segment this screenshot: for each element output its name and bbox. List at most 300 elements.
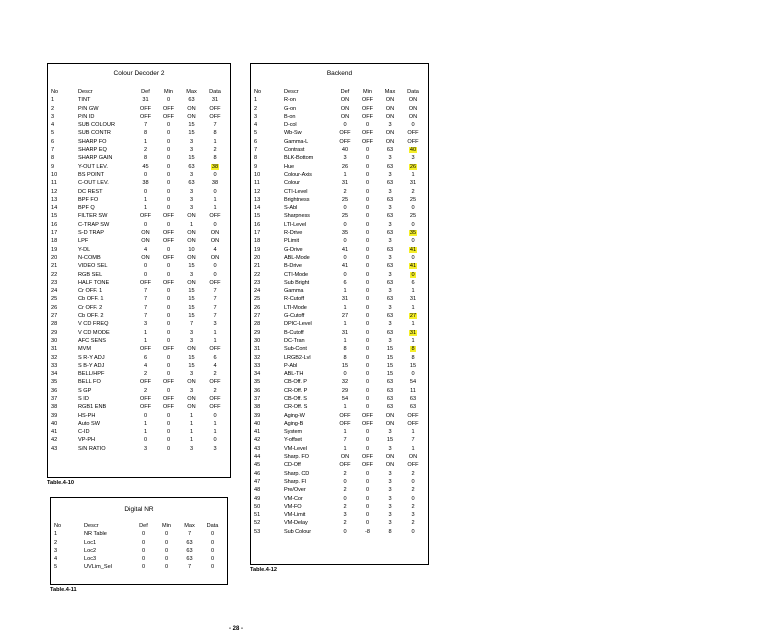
table-row <box>254 237 425 245</box>
cell-def: 41 <box>341 246 349 253</box>
cell-descr: UVLim_Sel <box>84 564 112 571</box>
cell-no: 13 <box>254 196 261 203</box>
cell-min: 0 <box>166 313 171 320</box>
table-row <box>51 420 227 428</box>
cell-data <box>203 163 227 171</box>
cell-no: 40 <box>254 420 261 427</box>
cell-data: 63 <box>409 404 417 411</box>
cell-data: 1 <box>411 337 415 344</box>
cell-descr: S/N RATIO <box>78 445 106 452</box>
cell-descr: S GP <box>78 387 92 394</box>
cell-def: 1 <box>143 420 148 427</box>
cell-descr: FILTER SW <box>78 213 108 220</box>
table-row <box>51 378 227 386</box>
cell-max: 63 <box>386 246 394 253</box>
cell-data: 1 <box>411 429 415 436</box>
cell-data: 3 <box>213 321 217 328</box>
cell-min: 0 <box>164 564 169 571</box>
cell-max: 3 <box>189 205 194 212</box>
cell-descr: VM-FO <box>284 503 302 510</box>
cell-descr: B-Drive <box>284 263 302 270</box>
cell-data: 1 <box>411 321 415 328</box>
cell-no: 32 <box>51 354 58 361</box>
cell-def: 0 <box>343 205 347 212</box>
cell-data: 0 <box>213 412 217 419</box>
cell-descr: CB-Off. P <box>284 379 307 386</box>
table-row <box>51 362 227 370</box>
cell-descr: Gamma <box>284 288 304 295</box>
cell-no: 9 <box>254 163 258 170</box>
cell-def: 1 <box>343 445 347 452</box>
cell-def: 0 <box>143 188 148 195</box>
cell-max: ON <box>385 97 395 104</box>
table-row <box>254 436 425 444</box>
table-row <box>51 196 227 204</box>
cell-min: 0 <box>365 271 370 278</box>
cell-min: 0 <box>166 271 171 278</box>
cell-min: 0 <box>166 304 171 311</box>
cell-min: 0 <box>365 387 370 394</box>
cell-no: 36 <box>254 387 261 394</box>
table-row <box>51 370 227 378</box>
cell-max: ON <box>385 138 395 145</box>
table-row <box>254 221 425 229</box>
cell-min: 0 <box>166 420 171 427</box>
cell-def: 7 <box>143 304 148 311</box>
cell-no: 24 <box>254 288 261 295</box>
cell-descr: Sharp. CD <box>284 470 310 477</box>
cell-descr: C-ID <box>78 429 90 436</box>
cell-no: 22 <box>254 271 261 278</box>
cell-descr: BPF Q <box>78 205 95 212</box>
cell-max: ON <box>385 420 395 427</box>
table-row <box>51 138 227 146</box>
cell-descr: LTI-Mode <box>284 304 307 311</box>
cell-max: ON <box>187 238 196 245</box>
cell-no: 2 <box>254 105 258 112</box>
cell-no: 2 <box>51 105 55 112</box>
cell-min: 0 <box>365 263 370 270</box>
cell-descr: D-col <box>284 122 297 129</box>
table-row <box>254 212 425 220</box>
cell-min: 0 <box>365 445 370 452</box>
column-header-def: Def <box>141 89 150 95</box>
column-header-max: Max <box>184 523 195 529</box>
table-row <box>51 436 227 444</box>
cell-def: ON <box>340 113 350 120</box>
cell-data: OFF <box>209 379 221 386</box>
cell-data: 31 <box>409 180 417 187</box>
cell-descr: G-Cutoff <box>284 313 305 320</box>
cell-def: 0 <box>141 531 146 538</box>
cell-descr: Loc1 <box>84 539 97 546</box>
cell-data: 0 <box>210 531 215 538</box>
cell-descr: LPF <box>78 238 89 245</box>
cell-no: 52 <box>254 520 261 527</box>
cell-data: 0 <box>213 221 217 228</box>
cell-min: 0 <box>365 470 370 477</box>
cell-def: 2 <box>143 371 148 378</box>
table-row <box>51 295 227 303</box>
cell-min: 0 <box>166 412 171 419</box>
cell-def: 1 <box>143 205 148 212</box>
cell-data: 3 <box>213 445 217 452</box>
colour-decoder-panel <box>47 63 231 478</box>
cell-def: 3 <box>143 321 148 328</box>
cell-max: ON <box>187 395 196 402</box>
cell-max: 3 <box>388 478 392 485</box>
table-row <box>51 129 227 137</box>
cell-max: 3 <box>388 288 392 295</box>
highlighted-value: 27 <box>409 313 417 320</box>
cell-max: 15 <box>386 437 394 444</box>
cell-max: 63 <box>186 556 193 563</box>
cell-data: 0 <box>213 188 217 195</box>
column-header-data: Data <box>407 89 419 95</box>
cell-descr: R-on <box>284 97 296 104</box>
cell-data: 1 <box>411 445 415 452</box>
table-row <box>51 146 227 154</box>
cell-def: 0 <box>143 221 148 228</box>
cell-no: 6 <box>254 138 258 145</box>
cell-no: 23 <box>254 279 261 286</box>
cell-min: 0 <box>164 531 169 538</box>
cell-def: 1 <box>343 429 347 436</box>
cell-min: 0 <box>365 503 370 510</box>
cell-min: 0 <box>365 371 370 378</box>
cell-min: 0 <box>365 304 370 311</box>
cell-def: 0 <box>141 564 146 571</box>
cell-def: OFF <box>139 113 152 120</box>
cell-min: 0 <box>166 337 171 344</box>
cell-data: ON <box>408 105 418 112</box>
table-row <box>51 237 227 245</box>
cell-def: 8 <box>143 130 148 137</box>
cell-no: 12 <box>51 188 58 195</box>
cell-min: 0 <box>164 556 169 563</box>
cell-max: 63 <box>186 547 193 554</box>
cell-min: 0 <box>166 246 171 253</box>
cell-min: 0 <box>166 138 171 145</box>
cell-data: 0 <box>213 271 217 278</box>
cell-min: OFF <box>162 238 175 245</box>
cell-max: 63 <box>386 147 394 154</box>
cell-no: 1 <box>54 531 58 538</box>
cell-min: 0 <box>365 487 370 494</box>
cell-descr: P/N GW <box>78 105 99 112</box>
table-row <box>254 395 425 403</box>
cell-descr: CTI-Level <box>284 188 308 195</box>
cell-descr: VIDEO SEL <box>78 263 108 270</box>
cell-min: 0 <box>365 429 370 436</box>
cell-data: OFF <box>407 412 419 419</box>
table-row <box>51 179 227 187</box>
cell-min: OFF <box>162 230 175 237</box>
cell-no: 30 <box>254 337 261 344</box>
cell-max: 3 <box>388 304 392 311</box>
table-row <box>254 503 425 511</box>
cell-max: ON <box>385 462 395 469</box>
cell-data: 54 <box>409 379 417 386</box>
cell-max: 15 <box>188 354 195 361</box>
cell-def: OFF <box>339 130 351 137</box>
cell-def: 0 <box>143 271 148 278</box>
cell-max: ON <box>187 105 196 112</box>
cell-descr: Sub-Cont <box>284 346 307 353</box>
cell-max: 15 <box>386 362 394 369</box>
cell-max: ON <box>187 254 196 261</box>
table-row <box>51 254 227 262</box>
cell-descr: Sharpness <box>284 213 310 220</box>
cell-def: 0 <box>143 263 148 270</box>
highlighted-value: 35 <box>409 230 417 237</box>
highlighted-value: 0 <box>411 271 415 278</box>
cell-data: 3 <box>411 512 415 519</box>
cell-def: 1 <box>143 329 148 336</box>
cell-descr: Cr OFF. 2 <box>78 304 103 311</box>
cell-min: 0 <box>166 180 171 187</box>
cell-no: 17 <box>254 230 261 237</box>
cell-descr: SHARP EQ <box>78 147 107 154</box>
cell-data: ON <box>210 230 220 237</box>
cell-no: 4 <box>54 556 58 563</box>
cell-min: OFF <box>361 454 374 461</box>
cell-descr: Y-DL <box>78 246 91 253</box>
table-row <box>254 486 425 494</box>
cell-def: 0 <box>343 478 347 485</box>
table-row <box>254 246 425 254</box>
cell-data: 1 <box>213 138 217 145</box>
table-row <box>254 337 425 345</box>
cell-max: 10 <box>188 246 195 253</box>
cell-no: 2 <box>54 539 58 546</box>
cell-min: OFF <box>162 213 175 220</box>
cell-min: 0 <box>365 279 370 286</box>
table-row <box>254 470 425 478</box>
cell-max: 63 <box>188 163 195 170</box>
cell-no: 31 <box>254 346 261 353</box>
cell-max: 3 <box>388 122 392 129</box>
cell-min: OFF <box>162 105 175 112</box>
table-row <box>254 362 425 370</box>
cell-no: 41 <box>51 429 58 436</box>
cell-max: 3 <box>388 188 392 195</box>
cell-descr: VM-Limit <box>284 512 306 519</box>
cell-def: OFF <box>139 279 152 286</box>
cell-min: 0 <box>365 478 370 485</box>
cell-descr: MVM <box>78 346 92 353</box>
cell-def: 0 <box>343 271 347 278</box>
cell-no: 11 <box>254 180 260 187</box>
table-row <box>254 279 425 287</box>
cell-no: 36 <box>51 387 58 394</box>
cell-min: 0 <box>365 221 370 228</box>
cell-def: 15 <box>341 362 349 369</box>
table-row <box>254 129 425 137</box>
cell-data: 0 <box>411 478 415 485</box>
cell-no: 21 <box>51 263 58 270</box>
cell-def: ON <box>340 97 350 104</box>
cell-descr: S ID <box>78 395 89 402</box>
cell-max: 3 <box>388 470 392 477</box>
cell-descr: System <box>284 429 303 436</box>
cell-def: 2 <box>343 503 347 510</box>
cell-max: 63 <box>386 263 394 270</box>
cell-min: 0 <box>365 147 370 154</box>
column-header-no: No <box>254 89 262 95</box>
cell-data: 1 <box>213 329 217 336</box>
cell-max: ON <box>187 404 196 411</box>
cell-max: 63 <box>386 213 394 220</box>
cell-def: 38 <box>142 180 149 187</box>
cell-no: 12 <box>254 188 261 195</box>
cell-max: 3 <box>189 147 194 154</box>
cell-data: 8 <box>213 130 217 137</box>
cell-max: 15 <box>188 263 195 270</box>
table-row <box>254 461 425 469</box>
cell-descr: DPIC-Level <box>284 321 312 328</box>
table-row <box>254 304 425 312</box>
cell-descr: CB-Off. S <box>284 395 307 402</box>
cell-min: 0 <box>365 163 370 170</box>
cell-descr: Y-offset <box>284 437 302 444</box>
cell-data: 2 <box>411 503 415 510</box>
cell-max: 15 <box>386 354 394 361</box>
cell-no: 15 <box>51 213 58 220</box>
cell-descr: BLK-Bottom <box>284 155 314 162</box>
cell-def: 27 <box>341 313 349 320</box>
cell-max: 3 <box>189 196 194 203</box>
cell-no: 19 <box>254 246 261 253</box>
table-header-row <box>254 88 425 96</box>
colour-decoder-table <box>51 88 227 453</box>
cell-descr: N-COMB <box>78 254 101 261</box>
cell-max: 3 <box>189 329 194 336</box>
cell-min: 0 <box>166 288 171 295</box>
cell-no: 35 <box>51 379 58 386</box>
cell-min: OFF <box>361 97 374 104</box>
table-row <box>254 271 425 279</box>
cell-def: 6 <box>343 279 347 286</box>
cell-no: 1 <box>51 97 55 104</box>
backend-table <box>254 88 425 536</box>
table-row <box>51 262 227 270</box>
table-row <box>51 445 227 453</box>
cell-data: 0 <box>210 564 215 571</box>
cell-descr: Gamma-L <box>284 138 309 145</box>
table-row <box>51 121 227 129</box>
table-row <box>254 420 425 428</box>
table-row <box>254 378 425 386</box>
cell-max: 15 <box>188 304 195 311</box>
cell-data <box>401 262 425 270</box>
cell-def: 7 <box>143 122 148 129</box>
cell-data: 0 <box>411 122 415 129</box>
cell-max: 63 <box>386 196 394 203</box>
table-row <box>254 511 425 519</box>
cell-max: 3 <box>388 429 392 436</box>
cell-no: 17 <box>51 230 58 237</box>
cell-descr: SHARP GAIN <box>78 155 113 162</box>
table-caption-4-11: Table.4-11 <box>50 587 77 593</box>
cell-descr: CD-Off <box>284 462 301 469</box>
cell-max: 3 <box>189 271 194 278</box>
cell-def: 31 <box>341 296 349 303</box>
cell-descr: Aging-B <box>284 420 304 427</box>
cell-def: 3 <box>143 445 148 452</box>
cell-no: 18 <box>254 238 261 245</box>
cell-min: 0 <box>365 337 370 344</box>
cell-def: 41 <box>341 263 349 270</box>
cell-max: 63 <box>386 230 394 237</box>
digital-nr-panel <box>50 497 228 585</box>
cell-def: 35 <box>341 230 349 237</box>
cell-no: 18 <box>51 238 58 245</box>
cell-no: 45 <box>254 462 261 469</box>
cell-def: 8 <box>143 155 148 162</box>
cell-descr: P/N ID <box>78 113 95 120</box>
cell-data: 8 <box>213 155 217 162</box>
cell-min: 0 <box>166 188 171 195</box>
cell-descr: ABL-Mode <box>284 254 310 261</box>
cell-min: OFF <box>162 395 175 402</box>
cell-def: 31 <box>341 180 349 187</box>
cell-min: 0 <box>365 346 370 353</box>
cell-no: 8 <box>254 155 258 162</box>
cell-max: 1 <box>189 221 194 228</box>
cell-no: 1 <box>254 97 258 104</box>
table-row <box>51 387 227 395</box>
cell-def: 0 <box>143 171 148 178</box>
cell-min: OFF <box>162 346 175 353</box>
table-row <box>54 547 224 555</box>
cell-no: 11 <box>51 180 57 187</box>
cell-descr: Cb OFF. 1 <box>78 296 104 303</box>
cell-min: 0 <box>166 329 171 336</box>
column-header-max: Max <box>186 89 197 95</box>
digital-nr-table <box>54 522 224 572</box>
table-caption-4-12: Table.4-12 <box>250 567 277 573</box>
cell-min: 0 <box>365 437 370 444</box>
cell-no: 7 <box>254 147 258 154</box>
table-row <box>51 96 227 104</box>
cell-def: OFF <box>139 105 152 112</box>
cell-def: 0 <box>143 437 148 444</box>
cell-max: 1 <box>189 437 194 444</box>
cell-def: ON <box>141 230 150 237</box>
cell-min: 0 <box>365 395 370 402</box>
table-header-row <box>51 88 227 96</box>
table-row <box>254 295 425 303</box>
cell-min: OFF <box>361 138 374 145</box>
table-row <box>254 146 425 154</box>
column-header-def: Def <box>139 523 148 529</box>
cell-max: 3 <box>189 371 194 378</box>
cell-no: 25 <box>254 296 261 303</box>
cell-max: 3 <box>388 221 392 228</box>
cell-def: 7 <box>343 437 347 444</box>
cell-def: OFF <box>339 420 351 427</box>
cell-def: 1 <box>343 304 347 311</box>
cell-data: 6 <box>411 279 415 286</box>
cell-descr: NR Table <box>84 531 107 538</box>
cell-no: 28 <box>254 321 261 328</box>
backend-title: Backend <box>326 70 353 77</box>
cell-max: 63 <box>386 387 394 394</box>
cell-no: 28 <box>51 321 58 328</box>
cell-no: 20 <box>51 254 58 261</box>
cell-descr: G-Drive <box>284 246 303 253</box>
